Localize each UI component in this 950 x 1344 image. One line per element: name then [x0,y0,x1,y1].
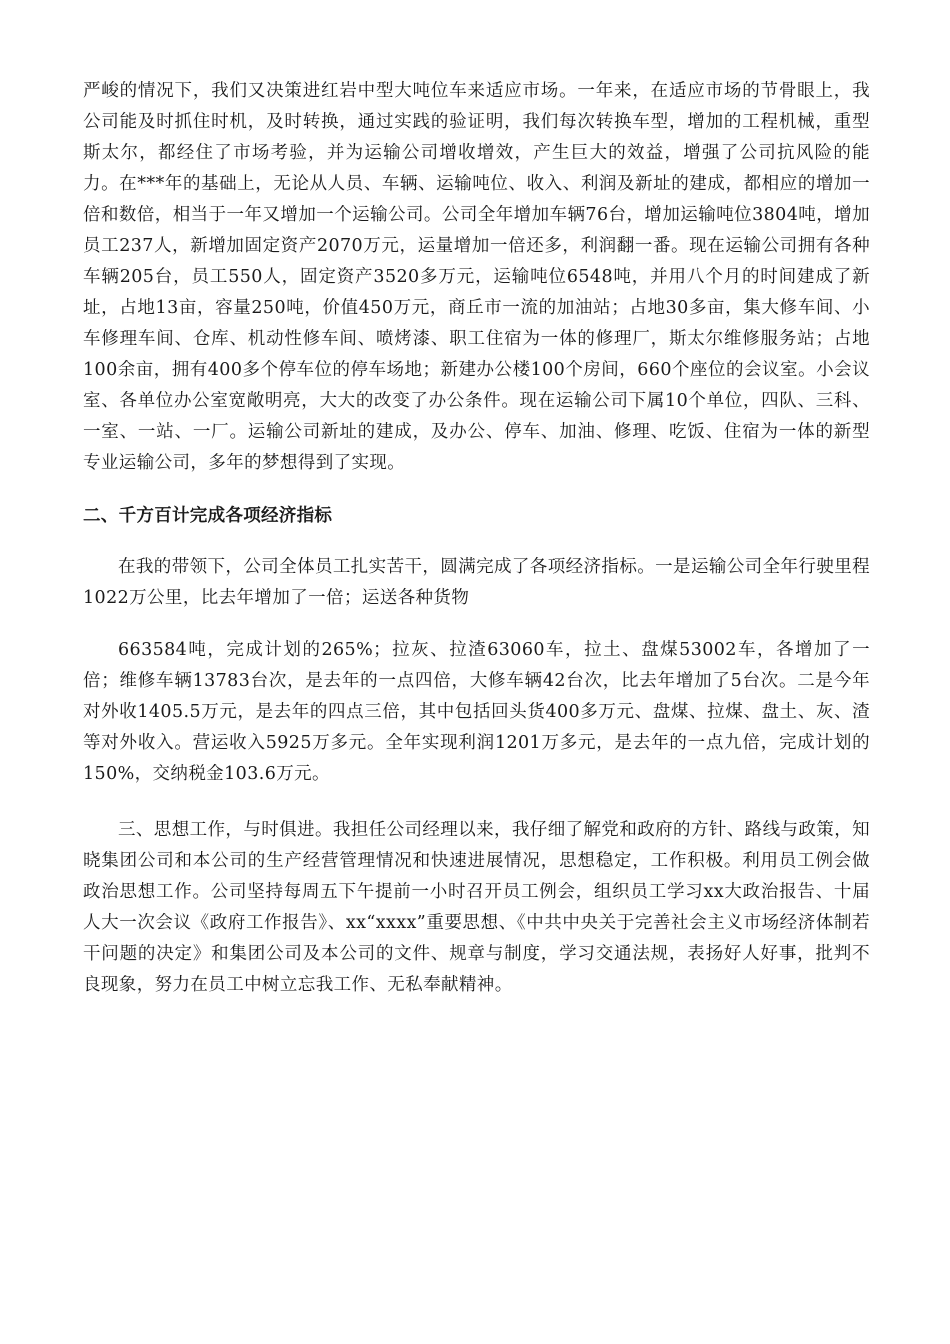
paragraph-company-growth: 严峻的情况下，我们又决策进红岩中型大吨位车来适应市场。一年来，在适应市场的节骨眼上，我公司能及时抓住时机，及时转换，通过实践的验证明，我们每次转换车型，增加的工程机械，重型斯太尔，都经住了市场考验，并为运输公司增收增效，产生巨大的效益，增强了公司抗风险的能力。在***年的基础上，无论从人员、车辆、运输吨位、收入、利润及新址的建成，都相应的增加一倍和数倍，相当于一年又增加一个运输公司。公司全年增加车辆76台，增加运输吨位3804吨，增加员工237人，新增加固定资产2070万元，运量增加一倍还多，利润翻一番。现在运输公司拥有各种车辆205台，员工550人，固定资产3520多万元，运输吨位6548吨，并用八个月的时间建成了新址，占地13亩，容量250吨，价值450万元，商丘市一流的加油站；占地30多亩，集大修车间、小车修理车间、仓库、机动性修车间、喷烤漆、职工住宿为一体的修理厂，斯太尔维修服务站；占地100余亩，拥有400多个停车位的停车场地；新建办公楼100个房间，660个座位的会议室。小会议室、各单位办公室宽敞明亮，大大的改变了办公条件。现在运输公司下属10个单位，四队、三科、一室、一站、一厂。运输公司新址的建成，及办公、停车、加油、修理、吃饭、住宿为一体的新型专业运输公司，多年的梦想得到了实现。 [83,81,870,473]
paragraph-targets-intro: 在我的带领下，公司全体员工扎实苦干，圆满完成了各项经济指标。一是运输公司全年行驶里程1022万公里，比去年增加了一倍；运送各种货物 [83,557,870,608]
document-page [83,76,870,1001]
paragraph-ideological-work: 三、思想工作，与时俱进。我担任公司经理以来，我仔细了解党和政府的方针、路线与政策，知晓集团公司和本公司的生产经营管理情况和快速进展情况，思想稳定，工作积极。利用员工例会做政治思想工作。公司坚持每周五下午提前一小时召开员工例会，组织员工学习xx大政治报告、十届人大一次会议《政府工作报告》、xx“xxxx”重要思想、《中共中央关于完善社会主义市场经济体制若干问题的决定》和集团公司及本公司的文件、规章与制度，学习交通法规，表扬好人好事，批判不良现象，努力在员工中树立忘我工作、无私奉献精神。 [83,820,870,995]
paragraph-targets-figures: 663584吨，完成计划的265%；拉灰、拉渣63060车，拉土、盘煤53002车，各增加了一倍；维修车辆13783台次，是去年的一点四倍，大修车辆42台次，比去年增加了5台次。二是今年对外收1405.5万元，是去年的四点三倍，其中包括回头货400多万元、盘煤、拉煤、盘土、灰、渣等对外收入。营运收入5925万多元。全年实现利润1201万多元，是去年的一点九倍，完成计划的150%，交纳税金103.6万元。 [83,640,870,784]
section-heading-economic-targets: 二、千方百计完成各项经济指标 [83,506,333,526]
